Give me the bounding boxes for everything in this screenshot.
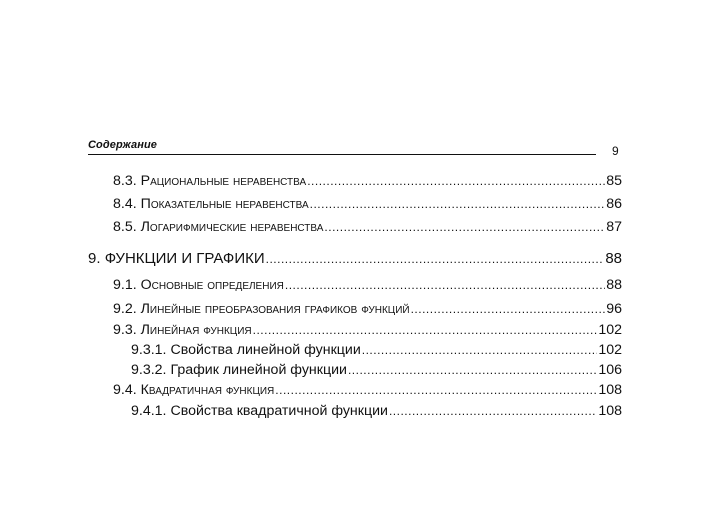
- toc-entry-label: [113, 218, 323, 236]
- toc-entry-9-4[interactable]: [88, 381, 622, 399]
- dot-leader: [253, 321, 598, 339]
- toc-entry-label: [131, 341, 361, 359]
- toc-entry-page: 96: [606, 301, 622, 317]
- toc-entry-number: 9.3.1.: [131, 342, 167, 358]
- dot-leader: [266, 250, 605, 268]
- toc-entry-page: 85: [606, 173, 622, 189]
- dot-leader: [310, 195, 606, 213]
- toc-entry-title: ФУНКЦИИ И ГРАФИКИ: [104, 250, 265, 267]
- toc-entry-page: 86: [606, 196, 622, 212]
- page-number: 9: [612, 144, 619, 158]
- toc-entry-title: Рациональные неравенства: [140, 173, 307, 189]
- toc-entry-page: 87: [606, 219, 622, 235]
- toc-entry-9-3[interactable]: [88, 321, 622, 339]
- toc-entry-title: Свойства квадратичной функции: [170, 403, 388, 419]
- toc-entry-number: 9.4.1.: [131, 403, 167, 419]
- toc-entry-number: 9.: [88, 250, 101, 267]
- toc-entry-title: Основные определения: [140, 277, 284, 293]
- dot-leader: [307, 172, 605, 190]
- toc-entry-page: 88: [605, 250, 622, 267]
- toc-entry-title: Свойства линейной функции: [170, 342, 361, 358]
- toc-entry-title: Показательные неравенства: [140, 196, 309, 212]
- toc-entry-number: 9.3.: [113, 322, 137, 338]
- toc-entry-label: [88, 250, 265, 268]
- toc-entry-9-2[interactable]: [88, 300, 622, 318]
- toc-entry-9-4-1[interactable]: [88, 402, 622, 420]
- toc-entry-label: [113, 321, 252, 339]
- table-of-contents: [88, 172, 622, 420]
- toc-entry-number: 8.4.: [113, 196, 137, 212]
- toc-entry-page: 108: [598, 403, 622, 419]
- dot-leader: [285, 276, 605, 294]
- toc-entry-9-3-1[interactable]: [88, 341, 622, 359]
- toc-entry-page: 108: [598, 382, 622, 398]
- toc-entry-label: [131, 402, 388, 420]
- running-header: [88, 139, 623, 159]
- toc-entry-page: 106: [598, 362, 622, 378]
- toc-entry-title: График линейной функции: [170, 362, 347, 378]
- toc-entry-label: [113, 195, 309, 213]
- toc-entry-label: [113, 381, 274, 399]
- toc-entry-9-3-2[interactable]: [88, 361, 622, 379]
- toc-entry-label: [131, 361, 347, 379]
- toc-entry-8-4[interactable]: [88, 195, 622, 213]
- dot-leader: [411, 300, 606, 318]
- toc-entry-number: 8.5.: [113, 219, 137, 235]
- toc-entry-chapter-9[interactable]: [88, 250, 622, 268]
- toc-entry-title: Логарифмические неравенства: [140, 219, 324, 235]
- toc-entry-label: [113, 300, 410, 318]
- toc-entry-number: 9.3.2.: [131, 362, 167, 378]
- toc-entry-label: [113, 276, 284, 294]
- dot-leader: [362, 341, 598, 359]
- toc-entry-title: Квадратичная функция: [140, 382, 275, 398]
- dot-leader: [275, 381, 597, 399]
- toc-entry-number: 8.3.: [113, 173, 137, 189]
- dot-leader: [389, 402, 597, 420]
- toc-entry-title: Линейные преобразования графиков функций: [140, 301, 410, 317]
- toc-entry-number: 9.1.: [113, 277, 137, 293]
- dot-leader: [324, 218, 605, 236]
- toc-entry-page: 102: [598, 342, 622, 358]
- toc-entry-9-1[interactable]: [88, 276, 622, 294]
- toc-entry-title: Линейная функция: [140, 322, 252, 338]
- toc-entry-8-5[interactable]: [88, 218, 622, 236]
- toc-entry-page: 102: [598, 322, 622, 338]
- toc-entry-number: 9.2.: [113, 301, 137, 317]
- dot-leader: [348, 361, 597, 379]
- toc-entry-label: [113, 172, 306, 190]
- header-rule: [88, 154, 596, 155]
- header-title: Содержание: [88, 139, 157, 151]
- toc-entry-8-3[interactable]: [88, 172, 622, 190]
- toc-entry-number: 9.4.: [113, 382, 137, 398]
- toc-entry-page: 88: [606, 277, 622, 293]
